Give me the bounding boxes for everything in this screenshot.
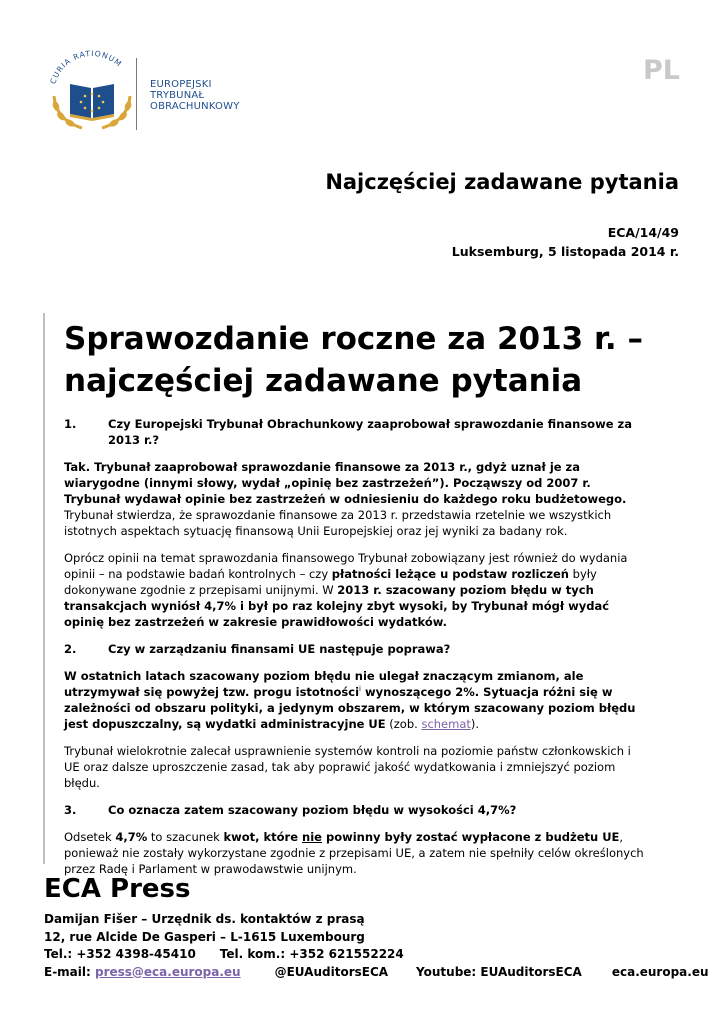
faq-content [64, 318, 644, 888]
press-email-link[interactable]: press@eca.europa.eu [94, 964, 241, 979]
logo-motto: CURIA RATIONUM [48, 50, 124, 86]
press-contact-block [44, 911, 709, 981]
svg-text:CURIA RATIONUM [48, 50, 123, 85]
eca-logo-seal [44, 50, 140, 132]
answer-2-paragraph-1 [64, 668, 644, 732]
answer-text: ). [470, 717, 480, 731]
press-phone: Tel.: +352 4398-45410 [44, 947, 196, 961]
answer-1-paragraph-1 [64, 459, 644, 539]
answer-text: Trybunał stwierdza, że sprawozdanie finansowe za 2013 r. przedstawia rzetelnie we wszystkich istotnych aspektach sytuację finansową Unii Europejskiej oraz jej wyniki za badany rok. [64, 508, 612, 538]
question-text: Co oznacza zatem szacowany poziom błędu w wysokości 4,7%? [108, 803, 517, 817]
main-title-line-1: Sprawozdanie roczne za 2013 r. – [64, 321, 643, 357]
answer-text: (zob. [385, 717, 422, 731]
place-and-date: Luksemburg, 5 listopada 2014 r. [451, 244, 679, 259]
answer-bold-text: Tak. Trybunał zaaprobował sprawozdanie finansowe za 2013 r., gdyż uznał je za wiarygodne (innymi słowy, wydał „opinię bez zastrzeżeń”). Począwszy od 2007 r. Trybunał wydawał opinie bez zastrzeżeń w odniesieniu do każdego roku budżetowego. [64, 460, 627, 506]
logo-line-2: TRYBUNAŁ [150, 90, 205, 101]
youtube-channel: Youtube: EUAuditorsECA [416, 964, 582, 979]
answer-1-paragraph-2 [64, 550, 644, 630]
answer-bold-text: płatności leżące u podstaw rozliczeń [331, 567, 569, 581]
logo-wordmark [150, 79, 240, 112]
main-title-line-2: najczęściej zadawane pytania [64, 363, 583, 399]
language-code: PL [643, 55, 680, 86]
logo-line-1: EUROPEJSKI [150, 79, 212, 90]
answer-2-paragraph-2: Trybunał wielokrotnie zalecał usprawnienie systemów kontroli na poziomie państw członkowskich i UE oraz dalsze uproszczenie zasad, tak aby poprawić jakość wydatkowania i zmniejszyć poziom błędu. [64, 744, 631, 790]
website: eca.europa.eu [611, 964, 709, 979]
question-text: Czy w zarządzaniu finansami UE następuje poprawa? [108, 642, 451, 656]
answer-bold-text: 4,7% [115, 830, 148, 844]
answer-text: były dokonywane zgodnie z przepisami unijnymi. W [64, 567, 597, 597]
question-number: 2. [64, 642, 77, 656]
main-title [64, 318, 644, 402]
question-number: 1. [64, 417, 77, 431]
schemat-link[interactable]: schemat [421, 717, 471, 731]
footnote-marker: i [359, 685, 361, 694]
answer-bold-text: 2013 r. szacowany poziom błędu w tych transakcjach wyniósł 4,7% i był po raz kolejny zbyt wysoki, by Trybunał mógł wydać opinię bez zastrzeżeń w zakresie prawidłowości wydatków. [64, 583, 610, 629]
question-2 [64, 641, 644, 657]
answer-bold-underlined-text: nie [302, 830, 322, 844]
logo-divider [136, 58, 137, 130]
question-3 [64, 802, 644, 818]
answer-text: Oprócz opinii na temat sprawozdania finansowego Trybunał zobowiązany jest również do wydania opinii – na podstawie badań kontrolnych – czy [64, 551, 628, 581]
press-phones [44, 946, 709, 964]
answer-text: to szacunek [147, 830, 224, 844]
press-mobile: Tel. kom.: +352 621552224 [219, 947, 404, 961]
answer-bold-text: powinny były zostać wypłacone z budżetu UE [321, 830, 620, 844]
press-title: ECA Press [44, 874, 191, 904]
answer-text: , ponieważ nie zostały wykorzystane zgodnie z przepisami UE, a zatem nie spełniły celów określonych przez Radę i Parlament w prawodawstwie unijnym. [64, 830, 644, 876]
content-side-bar [43, 313, 45, 864]
twitter-handle: @EUAuditorsECA [274, 964, 389, 979]
answer-text: Odsetek [64, 830, 116, 844]
press-contact-name: Damijan Fišer – Urzędnik ds. kontaktów z prasą [44, 912, 365, 926]
answer-3-paragraph-1 [64, 829, 644, 877]
answer-bold-text: kwot, które [223, 830, 303, 844]
question-text: Czy Europejski Trybunał Obrachunkowy zaaprobował sprawozdanie finansowe za 2013 r.? [108, 417, 632, 447]
answer-bold-text: wynoszącego 2%. Sytuacja różni się w zależności od obszaru polityki, a jedynym obszarem, w którym szacowany poziom błędu jest dopuszczalny, są wydatki administracyjne UE [64, 685, 636, 731]
press-online [44, 964, 709, 982]
answer-bold-text: W ostatnich latach szacowany poziom błędu nie ulegał znaczącym zmianom, ale utrzymywał się powyżej tzw. progu istotności [64, 669, 584, 699]
email-label: E-mail: [44, 964, 95, 979]
question-number: 3. [64, 803, 77, 817]
logo-line-3: OBRACHUNKOWY [150, 101, 240, 112]
question-1 [64, 416, 644, 448]
document-heading: Najczęściej zadawane pytania [325, 170, 679, 194]
press-address: 12, rue Alcide De Gasperi – L-1615 Luxembourg [44, 929, 365, 944]
reference-number: ECA/14/49 [607, 225, 679, 240]
